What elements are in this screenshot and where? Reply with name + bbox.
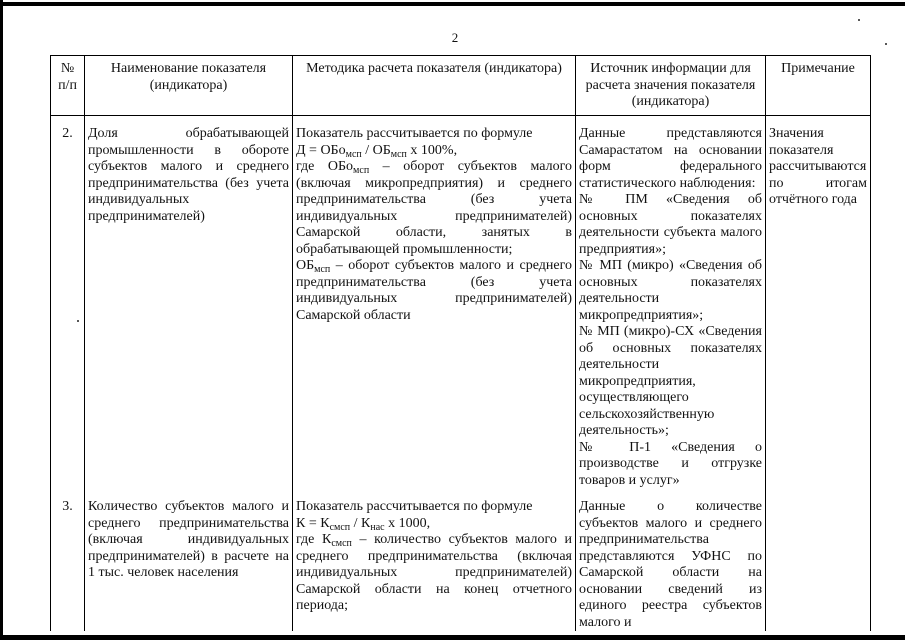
note	[766, 489, 871, 631]
table-row	[51, 116, 871, 490]
calculation-method	[293, 489, 576, 631]
method-definition: $ОБ_{мсп}$ – оборот субъектов малого и среднего предпринимательства (без учета индивидуальных предпринимателей) Самарской области	[296, 258, 572, 323]
page-number: 2	[451, 30, 459, 45]
information-source	[576, 116, 766, 490]
header-note: Примечание	[766, 56, 871, 116]
source-paragraph: № МП (микро)-СХ «Сведения об основных показателях деятельности микропредприятия, осуществляющего сельскохозяйственную деятельность»;	[579, 324, 762, 438]
source-paragraph: № ПМ «Сведения об основных показателях деятельности субъекта малого предприятия»;	[579, 192, 762, 257]
scan-left-border	[0, 0, 3, 640]
information-source	[576, 489, 766, 631]
source-paragraph: Данные о количестве субъектов малого и среднего предпринимательства представляются УФНС по Самарской области на основании сведений из единого реестра субъектов малого и	[579, 499, 762, 630]
scan-top-border	[0, 2, 905, 6]
header-calculation-method: Методика расчета показателя (индикатора)	[293, 56, 576, 116]
method-definition: где $К_{смсп}$ – количество субъектов малого и среднего предпринимательства (включая индивидуальных предпринимателей) Самарской области на конец отчетного периода;	[296, 532, 572, 613]
method-formula: $К = К_{смсп} / К_{нас}$ х 1000,	[296, 515, 431, 533]
header-information-source: Источник информации для расчета значения показателя (индикатора)	[576, 56, 766, 116]
row-number: 3.	[51, 489, 85, 631]
method-intro: Показатель рассчитывается по формуле	[296, 126, 533, 141]
method-formula: $Д = ОБо_{мсп} / ОБ_{мсп}$ х 100%,	[296, 142, 458, 160]
source-paragraph: Данные представляются Самарастатом на основании форм федерального статистического наблюдения:	[579, 126, 762, 191]
header-indicator-name: Наименование показателя (индикатора)	[85, 56, 293, 116]
table-header-row	[51, 56, 871, 116]
row-number: 2.	[51, 116, 85, 490]
source-paragraph: № МП (микро) «Сведения об основных показателях деятельности микропредприятия»;	[579, 258, 762, 323]
note: Значения показателя рассчитываются по итогам отчётного года	[766, 116, 871, 490]
indicator-table	[50, 55, 871, 631]
scan-bottom-border	[0, 635, 905, 640]
indicator-name: Доля обрабатывающей промышленности в обороте субъектов малого и среднего предпринимательства (без учета индивидуальных предпринимателей)	[85, 116, 293, 490]
header-number: № п/п	[51, 56, 85, 116]
method-definition: где ОБо$_{мсп}$ – оборот субъектов малого (включая микропредприятия) и среднего предпринимательства (без учета индивидуальных предпринимателей) Самарской области, занятых в обрабатывающей промышленности;	[296, 159, 572, 257]
scan-speck	[858, 19, 860, 21]
method-intro: Показатель рассчитывается по формуле	[296, 499, 533, 514]
source-paragraph: № П-1 «Сведения о производстве и отгрузке товаров и услуг»	[579, 439, 762, 488]
table-row	[51, 489, 871, 631]
scan-speck	[885, 43, 887, 45]
calculation-method	[293, 116, 576, 490]
indicator-name: Количество субъектов малого и среднего предпринимательства (включая индивидуальных предпринимателей) в расчете на 1 тыс. человек населения	[85, 489, 293, 631]
